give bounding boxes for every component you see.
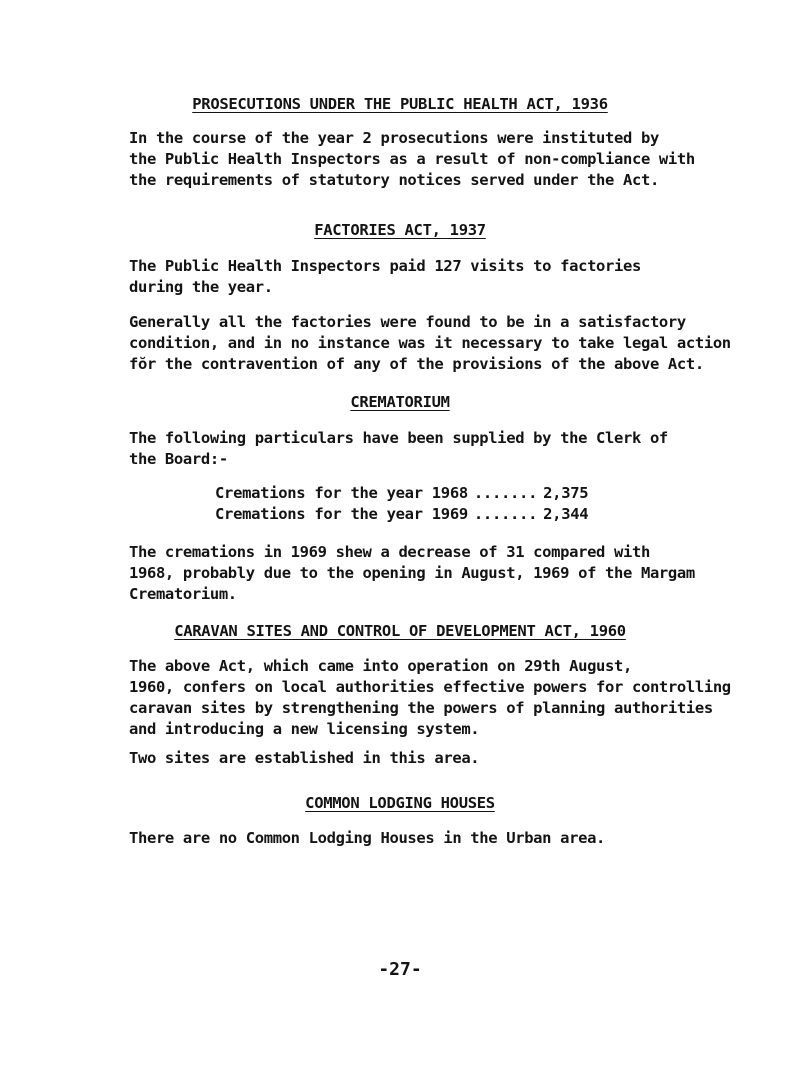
- cremation-label: Cremations for the year 1969: [215, 505, 468, 523]
- paragraph-lodging-houses: There are no Common Lodging Houses in the Urban area.: [129, 829, 606, 847]
- paragraph-prosecutions: In the course of the year 2 prosecutions were instituted by the Public Health Inspectors as a result of non-compliance with the requirements of statutory notices served under the Act.: [129, 129, 695, 189]
- cremation-value: 2,375: [543, 484, 589, 502]
- heading-caravan-sites-act: CARAVAN SITES AND CONTROL OF DEVELOPMENT ACT, 1960: [174, 622, 626, 640]
- paragraph-crematorium-intro: The following particulars have been supplied by the Clerk of the Board:-: [129, 429, 668, 468]
- cremation-row-1969: [215, 505, 588, 523]
- cremation-label: Cremations for the year 1968: [215, 484, 468, 502]
- paragraph-factory-condition: Generally all the factories were found to be in a satisfactory condition, and in no instance was it necessary to take legal action fŏr the contravention of any of the provisions of the above Act.: [129, 313, 731, 373]
- page-number: -27-: [378, 959, 422, 980]
- leader-dots: .......: [473, 505, 538, 523]
- leader-dots: .......: [473, 484, 538, 502]
- paragraph-factory-visits: The Public Health Inspectors paid 127 visits to factories during the year.: [129, 257, 641, 296]
- paragraph-caravan-act: The above Act, which came into operation on 29th August, 1960, confers on local authorities effective powers for controlling caravan sites by strengthening the powers of planning authorities and introducing a new licensing system.: [129, 657, 731, 738]
- heading-common-lodging-houses: COMMON LODGING HOUSES: [305, 794, 495, 812]
- cremation-value: 2,344: [543, 505, 589, 523]
- heading-crematorium: CREMATORIUM: [350, 393, 450, 411]
- heading-factories-act: FACTORIES ACT, 1937: [314, 221, 486, 239]
- paragraph-cremation-decrease: The cremations in 1969 shew a decrease of 31 compared with 1968, probably due to the opening in August, 1969 of the Margam Crematorium.: [129, 543, 695, 603]
- heading-public-health-act: PROSECUTIONS UNDER THE PUBLIC HEALTH ACT, 1936: [192, 95, 608, 113]
- paragraph-caravan-sites: Two sites are established in this area.: [129, 749, 480, 767]
- cremation-row-1968: [215, 484, 588, 502]
